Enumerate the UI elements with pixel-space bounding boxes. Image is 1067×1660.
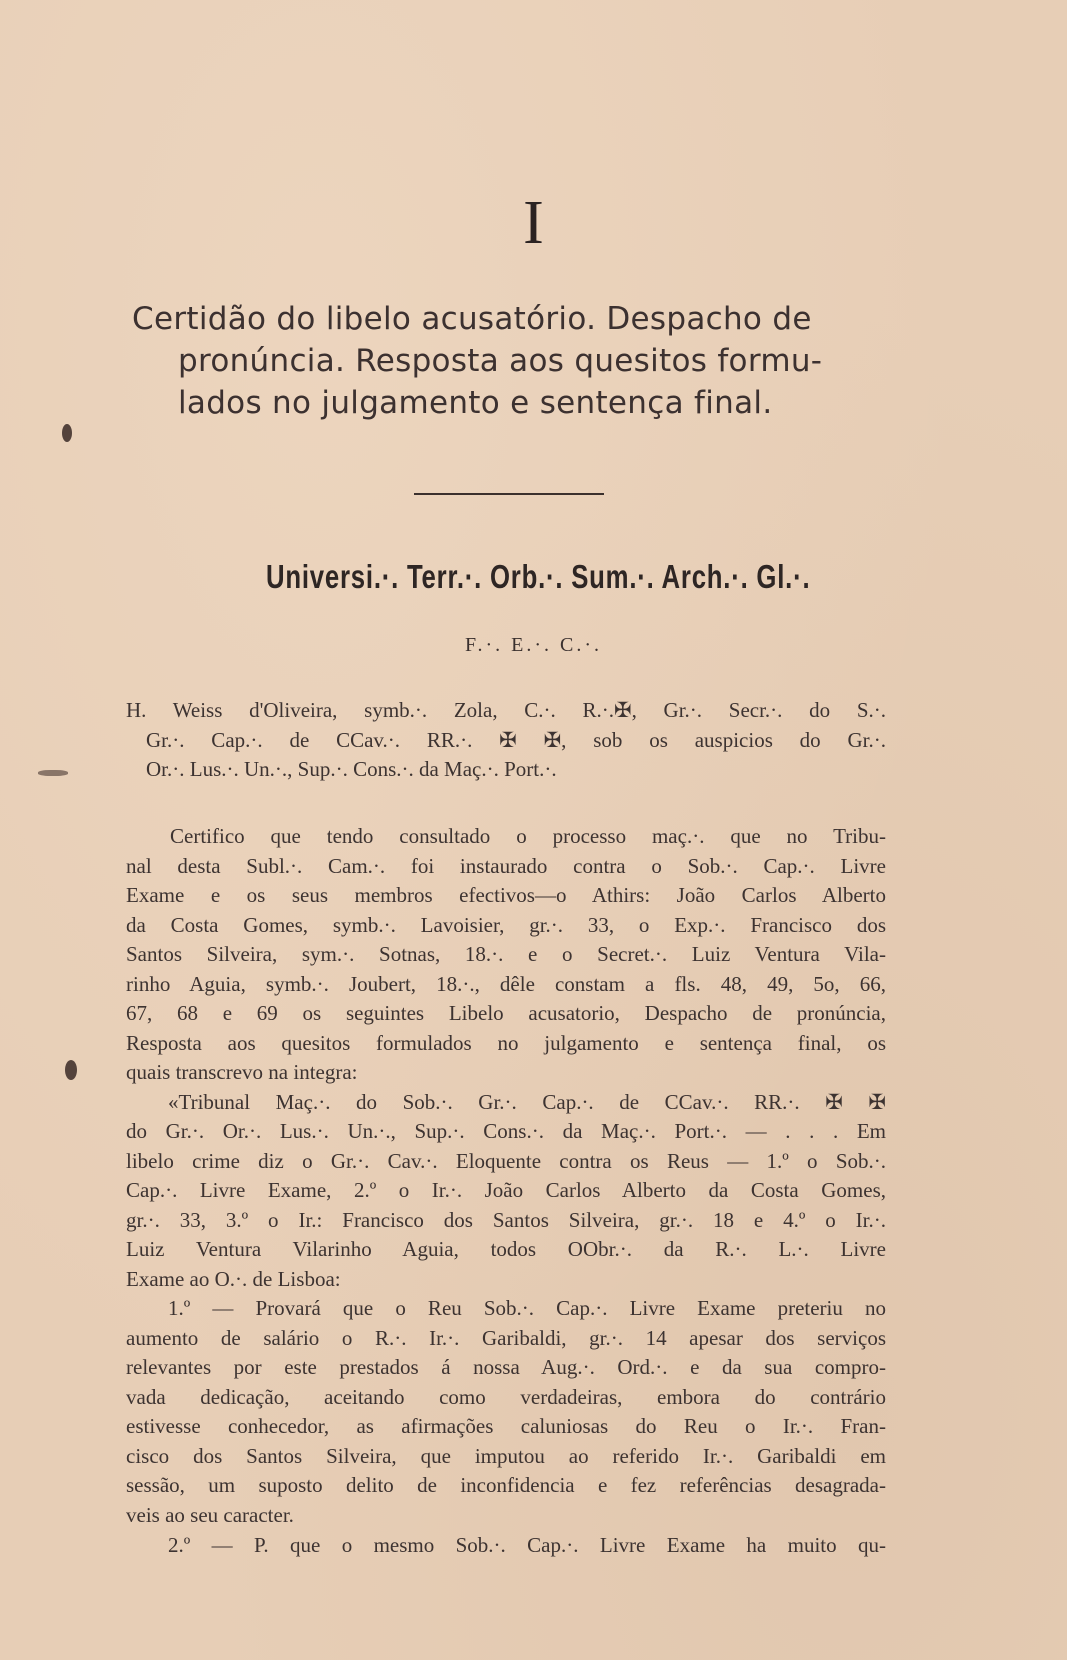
text-line: nal desta Subl.·. Cam.·. foi instaurado contra o Sob.·. Cap.·. Livre: [126, 853, 886, 878]
text-line: aumento de salário o R.·. Ir.·. Garibaldi, gr.·. 14 apesar dos serviços: [126, 1325, 886, 1350]
text-line: relevantes por este prestados á nossa Aug.·. Ord.·. e da sua compro-: [126, 1355, 886, 1379]
text-line: vada dedicação, aceitando como verdadeiras, embora do contrário: [126, 1384, 886, 1409]
ink-blot-mark: [38, 770, 68, 776]
ink-blot-mark: [65, 1060, 77, 1080]
text-line: libelo crime diz o Gr.·. Cav.·. Eloquente contra os Reus — 1.º o Sob.·.: [126, 1148, 886, 1173]
text-line: da Costa Gomes, symb.·. Lavoisier, gr.·. 33, o Exp.·. Francisco dos: [126, 912, 886, 937]
item-2-paragraph: [126, 1531, 886, 1561]
text-line: Or.·. Lus.·. Un.·., Sup.·. Cons.·. da Maç.·. Port.·.: [146, 757, 557, 781]
text-line: gr.·. 33, 3.º o Ir.: Francisco dos Santos Silveira, gr.·. 18 e 4.º o Ir.·.: [126, 1207, 886, 1232]
text-line: sessão, um suposto delito de inconfidencia e fez referências desagrada-: [126, 1473, 886, 1497]
text-line: cisco dos Santos Silveira, que imputou ao referido Ir.·. Garibaldi em: [126, 1443, 886, 1468]
text-line: Gr.·. Cap.·. de CCav.·. RR.·. ✠ ✠, sob os auspicios do Gr.·.: [146, 727, 886, 752]
heading-line: lados no julgamento e sentença final.: [178, 385, 773, 421]
text-line: estivesse conhecedor, as afirmações caluniosas do Reu o Ir.·. Fran-: [126, 1414, 886, 1438]
fec-line: F.·. E.·. C.·.: [464, 634, 603, 656]
header-paragraph: [126, 696, 886, 785]
heading-line: Certidão do libelo acusatório. Despacho de: [132, 301, 812, 337]
text-line: 1.º — Provará que o Reu Sob.·. Cap.·. Livre Exame preteriu no: [168, 1296, 886, 1320]
text-line: Certifico que tendo consultado o processo maç.·. que no Tribu-: [170, 824, 886, 848]
section-divider: [414, 493, 604, 495]
text-line: veis ao seu caracter.: [126, 1502, 294, 1527]
item-1-paragraph: [126, 1294, 886, 1530]
text-line: «Tribunal Maç.·. do Sob.·. Gr.·. Cap.·. de CCav.·. RR.·. ✠ ✠: [168, 1089, 886, 1114]
chapter-number: I: [523, 189, 544, 257]
libelo-paragraph: [126, 1088, 886, 1295]
text-line: 67, 68 e 69 os seguintes Libelo acusatorio, Despacho de pronúncia,: [126, 1001, 886, 1025]
masonic-invocation: Universi.·. Terr.·. Orb.·. Sum.·. Arch.·. Gl.·.: [265, 558, 811, 595]
certificate-paragraph: [126, 822, 886, 1088]
text-line: Resposta aos quesitos formulados no julgamento e sentença final, os: [126, 1030, 886, 1055]
text-line: Santos Silveira, sym.·. Sotnas, 18.·. e o Secret.·. Luiz Ventura Vila-: [126, 942, 886, 966]
text-line: Exame ao O.·. de Lisboa:: [126, 1266, 341, 1291]
text-line: Luiz Ventura Vilarinho Aguia, todos OObr.·. da R.·. L.·. Livre: [126, 1237, 886, 1261]
text-line: H. Weiss d'Oliveira, symb.·. Zola, C.·. R.·.✠, Gr.·. Secr.·. do S.·.: [126, 698, 886, 722]
ink-blot-mark: [62, 424, 72, 442]
text-line: Cap.·. Livre Exame, 2.º o Ir.·. João Carlos Alberto da Costa Gomes,: [126, 1178, 886, 1202]
text-line: Exame e os seus membros efectivos—o Athirs: João Carlos Alberto: [126, 883, 886, 907]
text-line: quais transcrevo na integra:: [126, 1060, 358, 1084]
text-line: do Gr.·. Or.·. Lus.·. Un.·., Sup.·. Cons.·. da Maç.·. Port.·. — . . . Em: [126, 1119, 886, 1143]
text-line: 2.º — P. que o mesmo Sob.·. Cap.·. Livre Exame ha muito qu-: [168, 1533, 886, 1557]
heading-line: pronúncia. Resposta aos quesitos formu-: [178, 343, 823, 379]
text-line: rinho Aguia, symb.·. Joubert, 18.·., dêle constam a fls. 48, 49, 5o, 66,: [126, 971, 886, 996]
